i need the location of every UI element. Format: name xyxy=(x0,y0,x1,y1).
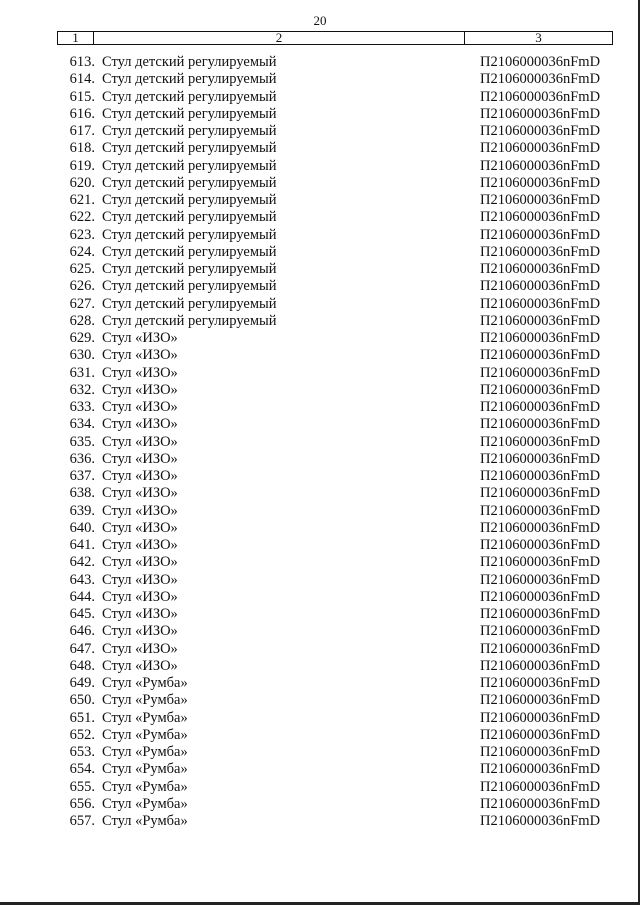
row-number: 631. xyxy=(69,364,95,381)
table-row xyxy=(0,761,640,778)
inventory-code: П2106000036nFmD xyxy=(480,692,601,709)
row-number: 649. xyxy=(69,675,95,691)
item-name: Стул детский регулируемый xyxy=(102,88,277,105)
item-name: Стул «ИЗО» xyxy=(102,450,178,467)
table-row xyxy=(0,296,640,313)
inventory-code: П2106000036nFmD xyxy=(480,468,601,484)
table-row xyxy=(0,589,640,606)
row-number: 619. xyxy=(69,157,95,174)
row-number: 626. xyxy=(69,278,95,295)
inventory-code: П2106000036nFmD xyxy=(480,761,601,778)
inventory-code: П2106000036nFmD xyxy=(480,54,601,70)
item-name: Стул «ИЗО» xyxy=(102,657,178,674)
inventory-code: П2106000036nFmD xyxy=(480,226,601,243)
table-row xyxy=(0,727,640,744)
row-number: 635. xyxy=(69,433,95,450)
inventory-code: П2106000036nFmD xyxy=(480,502,601,519)
row-number: 648. xyxy=(69,657,95,674)
inventory-code: П2106000036nFmD xyxy=(480,209,601,226)
row-number: 621. xyxy=(69,192,95,208)
row-number: 627. xyxy=(69,295,95,312)
table-row xyxy=(0,330,640,347)
row-number: 642. xyxy=(69,554,95,571)
item-name: Стул детский регулируемый xyxy=(102,278,277,295)
row-number: 639. xyxy=(69,502,95,519)
inventory-code: П2106000036nFmD xyxy=(480,744,601,760)
item-name: Стул «ИЗО» xyxy=(102,606,178,622)
table-body xyxy=(0,54,640,830)
table-row xyxy=(0,813,640,830)
item-name: Стул «ИЗО» xyxy=(102,468,178,484)
table-row xyxy=(0,641,640,658)
item-name: Стул детский регулируемый xyxy=(102,157,277,174)
row-number: 652. xyxy=(69,726,95,743)
inventory-code: П2106000036nFmD xyxy=(480,485,601,502)
inventory-code: П2106000036nFmD xyxy=(480,312,601,329)
inventory-code: П2106000036nFmD xyxy=(480,795,601,812)
table-row xyxy=(0,710,640,727)
row-number: 656. xyxy=(69,795,95,812)
item-name: Стул «ИЗО» xyxy=(102,640,178,657)
inventory-code: П2106000036nFmD xyxy=(480,157,601,174)
inventory-code: П2106000036nFmD xyxy=(480,606,601,622)
item-name: Стул «ИЗО» xyxy=(102,433,178,450)
item-name: Стул детский регулируемый xyxy=(102,174,277,191)
row-number: 620. xyxy=(69,174,95,191)
table-row xyxy=(0,468,640,485)
row-number: 614. xyxy=(69,71,95,88)
row-number: 643. xyxy=(69,571,95,588)
page-number: 20 xyxy=(313,13,327,28)
inventory-code: П2106000036nFmD xyxy=(480,588,601,605)
item-name: Стул «ИЗО» xyxy=(102,502,178,519)
row-number: 655. xyxy=(69,778,95,795)
inventory-code: П2106000036nFmD xyxy=(480,675,601,691)
table-row xyxy=(0,503,640,520)
table-row xyxy=(0,623,640,640)
item-name: Стул «Румба» xyxy=(102,744,188,760)
table-row xyxy=(0,675,640,692)
item-name: Стул детский регулируемый xyxy=(102,312,277,329)
inventory-code: П2106000036nFmD xyxy=(480,123,601,139)
inventory-code: П2106000036nFmD xyxy=(480,640,601,657)
table-row xyxy=(0,434,640,451)
table-row xyxy=(0,123,640,140)
inventory-code: П2106000036nFmD xyxy=(480,571,601,588)
inventory-code: П2106000036nFmD xyxy=(480,433,601,450)
row-number: 646. xyxy=(69,623,95,640)
row-number: 651. xyxy=(69,709,95,726)
table-row xyxy=(0,278,640,295)
table-row xyxy=(0,89,640,106)
inventory-code: П2106000036nFmD xyxy=(480,537,601,553)
table-row xyxy=(0,537,640,554)
row-number: 625. xyxy=(69,261,95,277)
item-name: Стул «Румба» xyxy=(102,778,188,795)
item-name: Стул детский регулируемый xyxy=(102,261,277,277)
item-name: Стул «ИЗО» xyxy=(102,623,178,640)
inventory-code: П2106000036nFmD xyxy=(480,778,601,795)
item-name: Стул детский регулируемый xyxy=(102,209,277,226)
table-row xyxy=(0,158,640,175)
row-number: 637. xyxy=(69,468,95,484)
item-name: Стул «ИЗО» xyxy=(102,485,178,502)
table-row xyxy=(0,313,640,330)
table-row xyxy=(0,54,640,71)
table-row xyxy=(0,692,640,709)
inventory-code: П2106000036nFmD xyxy=(480,105,601,122)
inventory-code: П2106000036nFmD xyxy=(480,416,601,433)
row-number: 641. xyxy=(69,537,95,553)
table-row xyxy=(0,71,640,88)
inventory-code: П2106000036nFmD xyxy=(480,347,601,364)
row-number: 633. xyxy=(69,399,95,415)
table-row xyxy=(0,416,640,433)
item-name: Стул «ИЗО» xyxy=(102,554,178,571)
item-name: Стул «Румба» xyxy=(102,761,188,778)
table-row xyxy=(0,572,640,589)
row-number: 624. xyxy=(69,243,95,260)
item-name: Стул «Румба» xyxy=(102,795,188,812)
item-name: Стул детский регулируемый xyxy=(102,226,277,243)
table-row xyxy=(0,744,640,761)
table-row xyxy=(0,209,640,226)
table-row xyxy=(0,779,640,796)
row-number: 628. xyxy=(69,312,95,329)
column-header-3: 3 xyxy=(535,30,542,45)
inventory-code: П2106000036nFmD xyxy=(480,519,601,536)
item-name: Стул «ИЗО» xyxy=(102,537,178,553)
row-number: 613. xyxy=(69,54,95,70)
row-number: 622. xyxy=(69,209,95,226)
row-number: 653. xyxy=(69,744,95,760)
inventory-code: П2106000036nFmD xyxy=(480,71,601,88)
row-number: 630. xyxy=(69,347,95,364)
row-number: 638. xyxy=(69,485,95,502)
table-row xyxy=(0,244,640,261)
inventory-code: П2106000036nFmD xyxy=(480,726,601,743)
inventory-code: П2106000036nFmD xyxy=(480,295,601,312)
row-number: 650. xyxy=(69,692,95,709)
item-name: Стул «ИЗО» xyxy=(102,416,178,433)
table-row xyxy=(0,485,640,502)
item-name: Стул «ИЗО» xyxy=(102,588,178,605)
row-number: 654. xyxy=(69,761,95,778)
row-number: 647. xyxy=(69,640,95,657)
inventory-code: П2106000036nFmD xyxy=(480,330,601,346)
inventory-code: П2106000036nFmD xyxy=(480,243,601,260)
inventory-code: П2106000036nFmD xyxy=(480,709,601,726)
row-number: 629. xyxy=(69,330,95,346)
row-number: 615. xyxy=(69,88,95,105)
item-name: Стул детский регулируемый xyxy=(102,140,277,157)
item-name: Стул «Румба» xyxy=(102,726,188,743)
inventory-code: П2106000036nFmD xyxy=(480,88,601,105)
table-row xyxy=(0,554,640,571)
table-row xyxy=(0,261,640,278)
item-name: Стул «ИЗО» xyxy=(102,519,178,536)
row-number: 644. xyxy=(69,588,95,605)
inventory-code: П2106000036nFmD xyxy=(480,174,601,191)
inventory-code: П2106000036nFmD xyxy=(480,192,601,208)
table-row xyxy=(0,399,640,416)
item-name: Стул детский регулируемый xyxy=(102,71,277,88)
item-name: Стул детский регулируемый xyxy=(102,243,277,260)
inventory-code: П2106000036nFmD xyxy=(480,450,601,467)
table-row xyxy=(0,796,640,813)
inventory-code: П2106000036nFmD xyxy=(480,657,601,674)
table-row xyxy=(0,192,640,209)
table-row xyxy=(0,520,640,537)
column-header-1: 1 xyxy=(58,32,94,44)
row-number: 616. xyxy=(69,105,95,122)
table-row xyxy=(0,175,640,192)
table-row xyxy=(0,606,640,623)
item-name: Стул «ИЗО» xyxy=(102,399,178,415)
row-number: 623. xyxy=(69,226,95,243)
table-row xyxy=(0,140,640,157)
item-name: Стул детский регулируемый xyxy=(102,105,277,122)
item-name: Стул «ИЗО» xyxy=(102,347,178,364)
item-name: Стул «ИЗО» xyxy=(102,381,178,398)
inventory-code: П2106000036nFmD xyxy=(480,364,601,381)
row-number: 640. xyxy=(69,519,95,536)
inventory-code: П2106000036nFmD xyxy=(480,554,601,571)
item-name: Стул детский регулируемый xyxy=(102,295,277,312)
item-name: Стул «ИЗО» xyxy=(102,571,178,588)
row-number: 618. xyxy=(69,140,95,157)
row-number: 657. xyxy=(69,813,95,829)
inventory-code: П2106000036nFmD xyxy=(480,278,601,295)
table-row xyxy=(0,658,640,675)
column-header-2: 2 xyxy=(94,32,465,44)
table-row xyxy=(0,347,640,364)
item-name: Стул «Румба» xyxy=(102,709,188,726)
item-name: Стул детский регулируемый xyxy=(102,192,277,208)
row-number: 636. xyxy=(69,450,95,467)
table-row xyxy=(0,365,640,382)
inventory-code: П2106000036nFmD xyxy=(480,261,601,277)
item-name: Стул «Румба» xyxy=(102,675,188,691)
table-header xyxy=(57,31,613,45)
row-number: 617. xyxy=(69,123,95,139)
item-name: Стул детский регулируемый xyxy=(102,123,277,139)
item-name: Стул «ИЗО» xyxy=(102,364,178,381)
inventory-code: П2106000036nFmD xyxy=(480,140,601,157)
table-row xyxy=(0,382,640,399)
row-number: 645. xyxy=(69,606,95,622)
table-row xyxy=(0,451,640,468)
inventory-code: П2106000036nFmD xyxy=(480,813,601,829)
item-name: Стул «ИЗО» xyxy=(102,330,178,346)
inventory-code: П2106000036nFmD xyxy=(480,623,601,640)
row-number: 634. xyxy=(69,416,95,433)
inventory-code: П2106000036nFmD xyxy=(480,399,601,415)
item-name: Стул «Румба» xyxy=(102,813,188,829)
inventory-code: П2106000036nFmD xyxy=(480,381,601,398)
table-row xyxy=(0,227,640,244)
row-number: 632. xyxy=(69,381,95,398)
item-name: Стул «Румба» xyxy=(102,692,188,709)
item-name: Стул детский регулируемый xyxy=(102,54,277,70)
table-row xyxy=(0,106,640,123)
